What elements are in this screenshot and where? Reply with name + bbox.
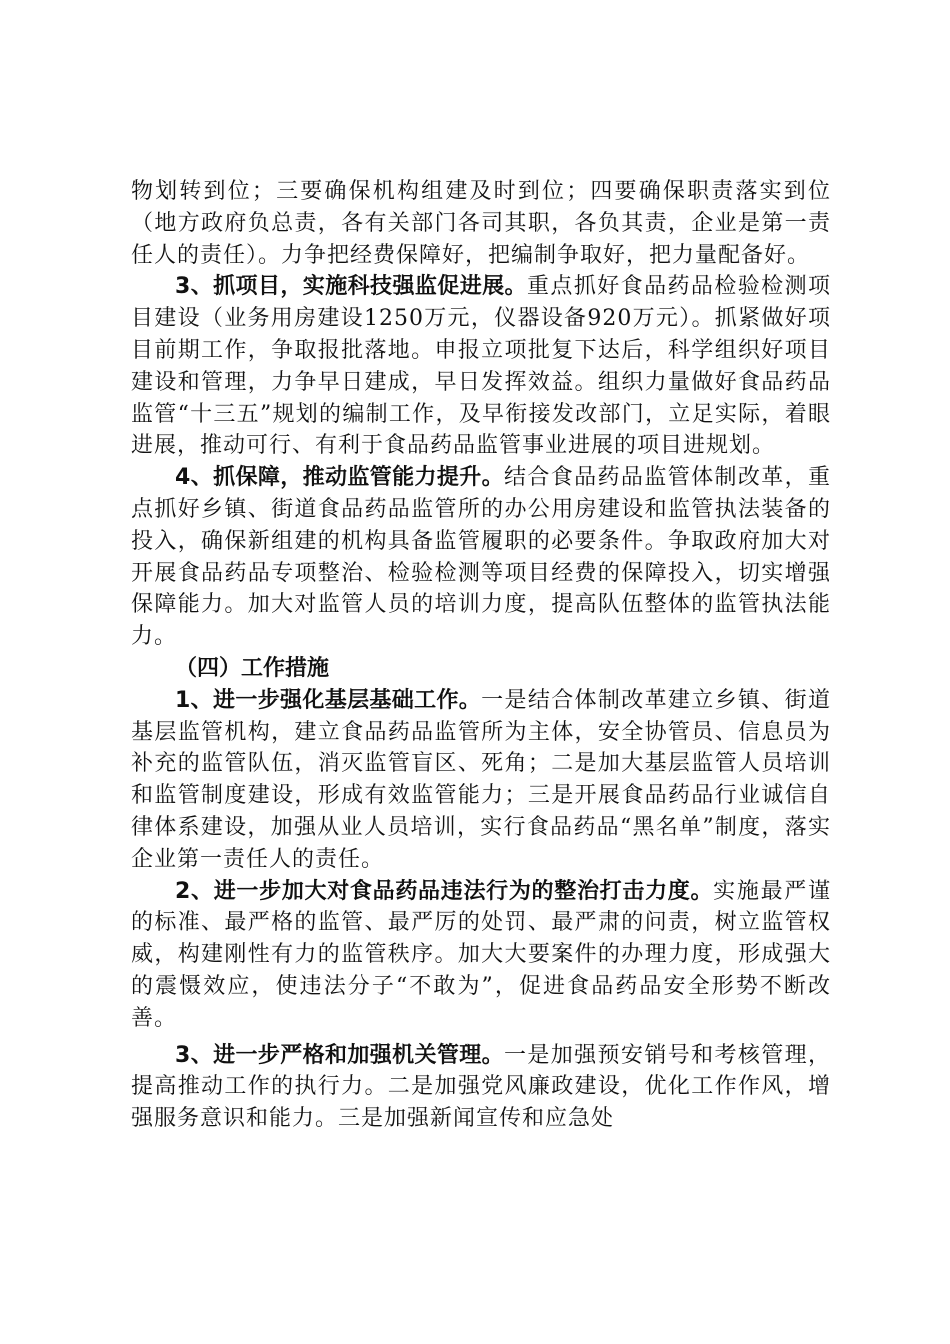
paragraph-text: 一是加强预安销号和考核管理，提高推动工作的执行力。二是加强党风廉政建设，优化工作作风，增强服务意识和能力。三是加强新闻宣传和应急处: [131, 1042, 831, 1132]
paragraph-text: 实施最严谨的标准、最严格的监管、最严厉的处罚、最严肃的问责，树立监管权威，构建刚性有力的监管秩序。加大大要案件的办理力度，形成强大的震慑效应，使违法分子“不敢为”，促进食品药品安全形势不断改善。: [131, 878, 831, 1031]
paragraph-lead: 2、进一步加大对食品药品违法行为的整治打击力度。: [175, 878, 714, 904]
paragraph-text: 一是结合体制改革建立乡镇、街道基层监管机构，建立食品药品监管所为主体，安全协管员、信息员为补充的监管队伍，消灭监管盲区、死角；二是加大基层监管人员培训和监管制度建设，形成有效监管能力；三是开展食品药品行业诚信自律体系建设，加强从业人员培训，实行食品药品“黑名单”制度，落实企业第一责任人的责任。: [131, 687, 831, 872]
paragraph-continuation: [131, 176, 831, 271]
paragraph-item-3: [131, 271, 831, 462]
paragraph-measure-2: [131, 876, 831, 1035]
document-page: [131, 176, 831, 1135]
paragraph-text: 物划转到位；三要确保机构组建及时到位；四要确保职责落实到位（地方政府负总责，各有关部门各司其职，各负其责，企业是第一责任人的责任）。力争把经费保障好，把编制争取好，把力量配备好。: [131, 179, 831, 268]
paragraph-lead: 1、进一步强化基层基础工作。: [175, 687, 482, 713]
paragraph-text: 重点抓好食品药品检验检测项目建设（业务用房建设1250万元，仪器设备920万元）。抓紧做好项目前期工作，争取报批落地。申报立项批复下达后，科学组织好项目建设和管理，力争早日建成，早日发挥效益。组织力量做好食品药品监管“十三五”规划的编制工作，及早衔接发改部门，立足实际，着眼进展，推动可行、有利于食品药品监管事业进展的项目进规划。: [131, 274, 831, 459]
paragraph-lead: 3、抓项目，实施科技强监促进展。: [175, 274, 527, 300]
paragraph-measure-3: [131, 1040, 831, 1135]
section-heading: （四）工作措施: [175, 655, 330, 681]
paragraph-lead: 3、进一步严格和加强机关管理。: [175, 1042, 505, 1068]
paragraph-item-4: [131, 462, 831, 653]
paragraph-lead: 4、抓保障，推动监管能力提升。: [175, 465, 505, 491]
paragraph-text: 结合食品药品监管体制改革，重点抓好乡镇、街道食品药品监管所的办公用房建设和监管执法装备的投入，确保新组建的机构具备监管履职的必要条件。争取政府加大对开展食品药品专项整治、检验检测等项目经费的保障投入，切实增强保障能力。加大对监管人员的培训力度，提高队伍整体的监管执法能力。: [131, 465, 831, 650]
paragraph-measure-1: [131, 685, 831, 876]
